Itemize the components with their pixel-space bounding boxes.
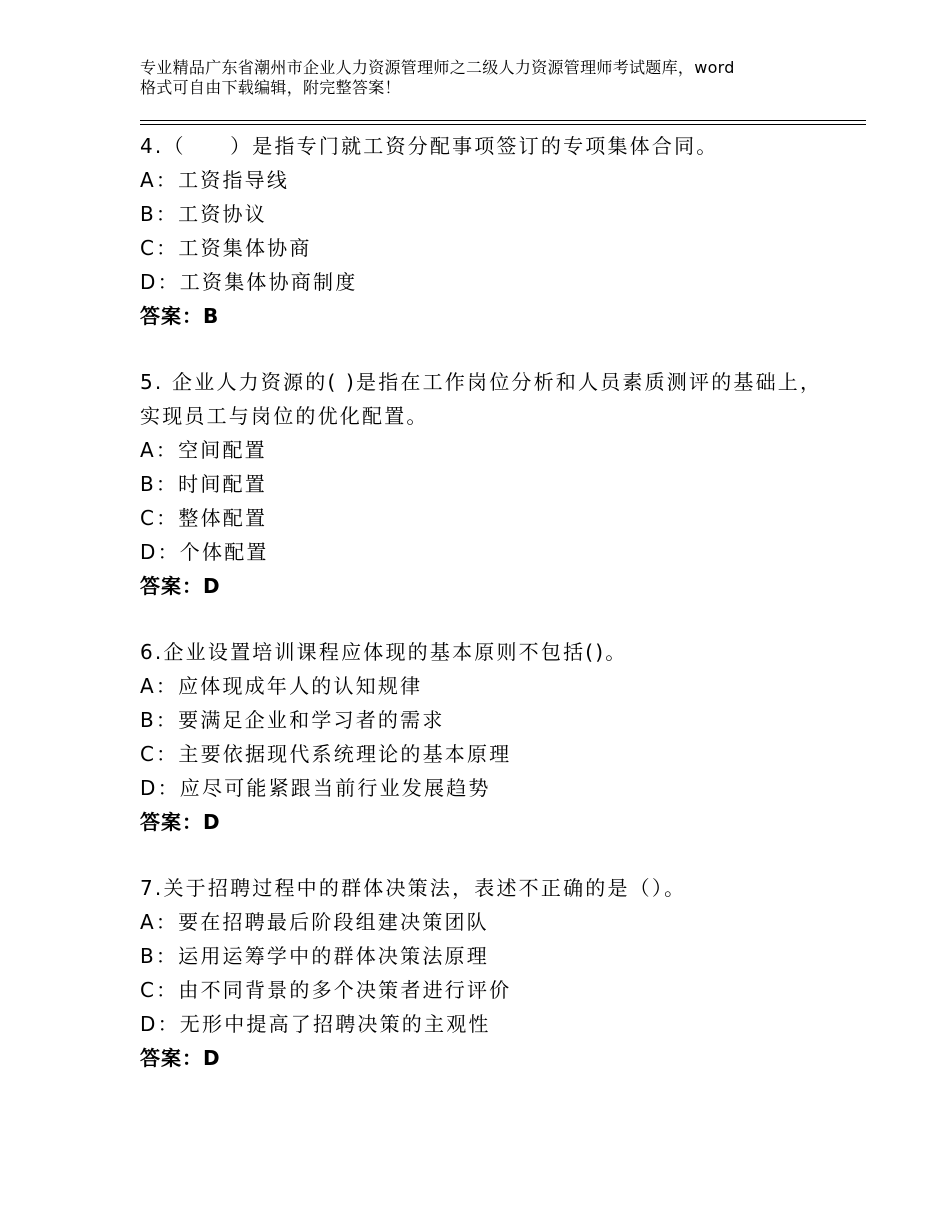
option-b: B：时间配置 (140, 472, 267, 496)
option-c: C：主要依据现代系统理论的基本原理 (140, 742, 512, 766)
question-7 (140, 871, 830, 1075)
question-text: 7.关于招聘过程中的群体决策法，表述不正确的是（）。 (140, 876, 687, 900)
header-divider-top (140, 120, 866, 121)
option-a: A：工资指导线 (140, 168, 290, 192)
option-d: D：应尽可能紧跟当前行业发展趋势 (140, 776, 491, 800)
question-text: 4.（ ）是指专门就工资分配事项签订的专项集体合同。 (140, 134, 719, 158)
option-b: B：要满足企业和学习者的需求 (140, 708, 445, 732)
option-a: A：应体现成年人的认知规律 (140, 674, 423, 698)
option-c: C：工资集体协商 (140, 236, 312, 260)
answer: 答案：D (140, 574, 221, 598)
option-a: A：要在招聘最后阶段组建决策团队 (140, 910, 489, 934)
question-text: 6.企业设置培训课程应体现的基本原则不包括()。 (140, 640, 628, 664)
option-d: D：无形中提高了招聘决策的主观性 (140, 1012, 491, 1036)
header-divider-bottom (140, 124, 866, 125)
option-b: B：工资协议 (140, 202, 267, 226)
option-d: D：工资集体协商制度 (140, 270, 358, 294)
question-list (140, 129, 830, 1107)
option-b: B：运用运筹学中的群体决策法原理 (140, 944, 489, 968)
question-6 (140, 635, 830, 839)
answer: 答案：B (140, 304, 220, 328)
header-line-1: 专业精品广东省潮州市企业人力资源管理师之二级人力资源管理师考试题库，word (140, 58, 735, 77)
option-d: D：个体配置 (140, 540, 269, 564)
question-4 (140, 129, 830, 333)
option-c: C：由不同背景的多个决策者进行评价 (140, 978, 512, 1002)
page-header (140, 58, 860, 98)
answer: 答案：D (140, 1046, 221, 1070)
answer: 答案：D (140, 810, 221, 834)
option-a: A：空间配置 (140, 438, 267, 462)
option-c: C：整体配置 (140, 506, 268, 530)
question-5 (140, 365, 830, 603)
question-text: 5. 企业人力资源的( )是指在工作岗位分析和人员素质测评的基础上，实现员工与岗位的优化配置。 (140, 370, 823, 428)
header-line-2: 格式可自由下载编辑，附完整答案！ (140, 78, 401, 97)
